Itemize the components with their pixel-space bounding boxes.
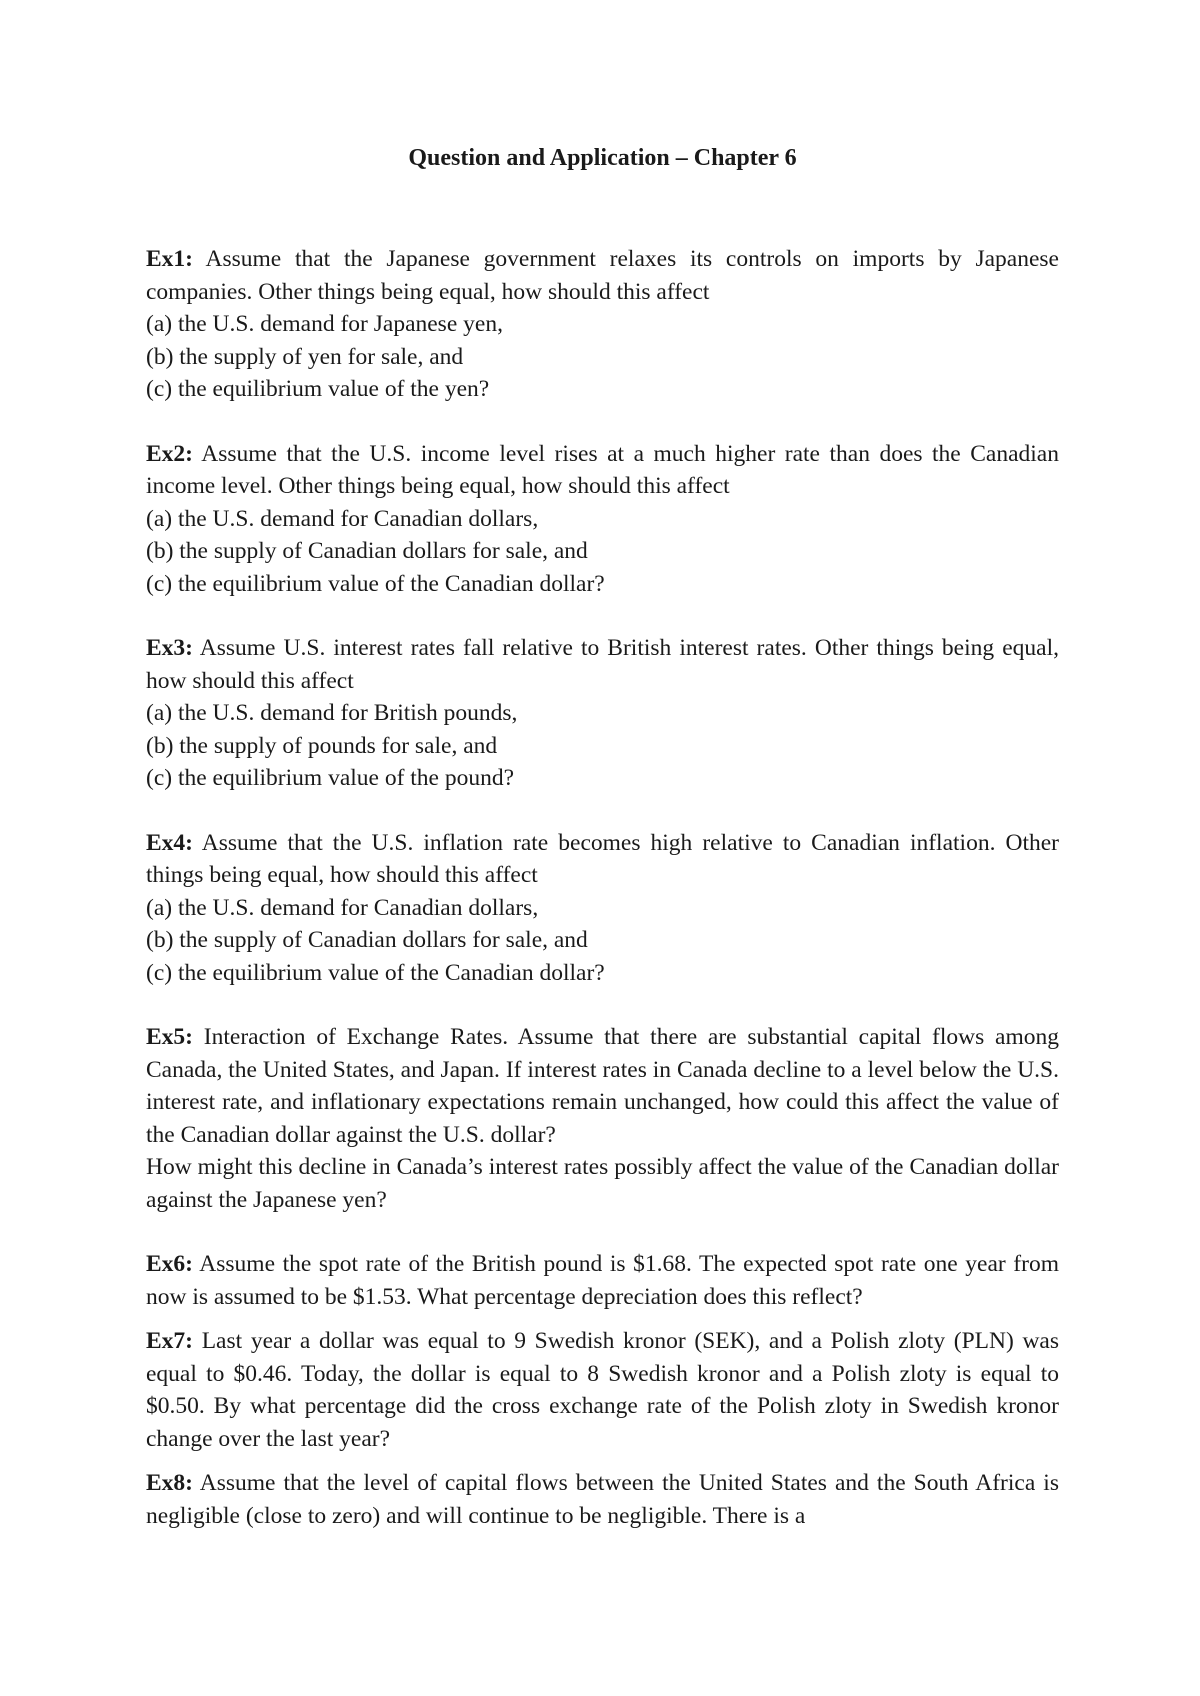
exercise-6 (146, 1248, 1059, 1313)
exercise-item: (b) the supply of pounds for sale, and (146, 732, 498, 759)
exercise-stem (146, 632, 1059, 697)
exercise-7 (146, 1325, 1059, 1455)
exercise-label: Ex7: (146, 1328, 193, 1354)
exercise-item: (a) the U.S. demand for Canadian dollars, (146, 505, 539, 532)
exercise-label: Ex3: (146, 635, 193, 661)
exercise-label: Ex8: (146, 1470, 193, 1496)
page-title: Question and Application – Chapter 6 (408, 145, 797, 171)
exercise-text: Assume U.S. interest rates fall relative to British interest rates. Other things being equal, how should this affect (146, 635, 1059, 694)
exercise-item: (a) the U.S. demand for Canadian dollars, (146, 894, 539, 921)
exercise-stem (146, 243, 1059, 308)
exercise-label: Ex2: (146, 440, 193, 467)
exercise-1 (146, 243, 1059, 406)
exercise-text: Last year a dollar was equal to 9 Swedish kronor (SEK), and a Polish zloty (PLN) was equal to $0.46. Today, the dollar is equal to 8 Swedish kronor and a Polish zloty is equal to $0.50. By what percentage did the cross exchange rate of the Polish zloty in Swedish kronor change over the last year? (146, 1328, 1060, 1452)
exercise-stem (146, 1248, 1059, 1313)
exercise-stem (146, 438, 1059, 503)
exercise-5 (146, 1021, 1059, 1216)
exercise-text: Assume that the level of capital flows between the United States and the South Africa is negligible (close to zero) and will continue to be negligible. There is a (146, 1470, 1059, 1529)
exercise-3 (146, 632, 1059, 795)
exercise-continuation: How might this decline in Canada’s interest rates possibly affect the value of the Canadian dollar against the Japanese yen? (146, 1154, 1059, 1213)
exercise-item: (b) the supply of Canadian dollars for sale, and (146, 927, 588, 953)
exercise-item: (a) the U.S. demand for British pounds, (146, 700, 518, 726)
exercise-item: (c) the equilibrium value of the pound? (146, 765, 515, 791)
exercise-text: Assume that the U.S. inflation rate becomes high relative to Canadian inflation. Other things being equal, how should this affect (146, 829, 1059, 888)
exercise-stem (146, 1021, 1059, 1151)
exercise-4 (146, 827, 1059, 990)
exercise-list (146, 243, 1059, 1532)
exercise-label: Ex4: (146, 829, 193, 856)
exercise-text: Assume that the Japanese government relaxes its controls on imports by Japanese companies. Other things being equal, how should this affect (146, 246, 1059, 305)
exercise-label: Ex5: (146, 1024, 193, 1050)
exercise-text: Assume that the U.S. income level rises at a much higher rate than does the Canadian income level. Other things being equal, how should this affect (146, 440, 1059, 499)
exercise-item: (b) the supply of Canadian dollars for sale, and (146, 538, 588, 564)
exercise-text: Interaction of Exchange Rates. Assume that there are substantial capital flows among Canada, the United States, and Japan. If interest rates in Canada decline to a level below the U.S. interest rate, and inflationary expectations remain unchanged, how could this affect the value of the Canadian dollar against the U.S. dollar? (146, 1024, 1060, 1148)
exercise-stem (146, 827, 1059, 892)
exercise-item: (a) the U.S. demand for Japanese yen, (146, 311, 503, 337)
exercise-item: (c) the equilibrium value of the Canadian dollar? (146, 570, 605, 597)
exercise-item: (b) the supply of yen for sale, and (146, 343, 464, 370)
exercise-stem (146, 1467, 1059, 1532)
exercise-stem (146, 1325, 1059, 1455)
exercise-8 (146, 1467, 1059, 1532)
exercise-item: (c) the equilibrium value of the yen? (146, 376, 490, 402)
exercise-label: Ex6: (146, 1251, 193, 1277)
exercise-text: Assume the spot rate of the British pound is $1.68. The expected spot rate one year from now is assumed to be $1.53. What percentage depreciation does this reflect? (146, 1251, 1059, 1310)
exercise-item: (c) the equilibrium value of the Canadian dollar? (146, 959, 605, 986)
exercise-label: Ex1: (146, 246, 193, 272)
exercise-2 (146, 438, 1059, 601)
